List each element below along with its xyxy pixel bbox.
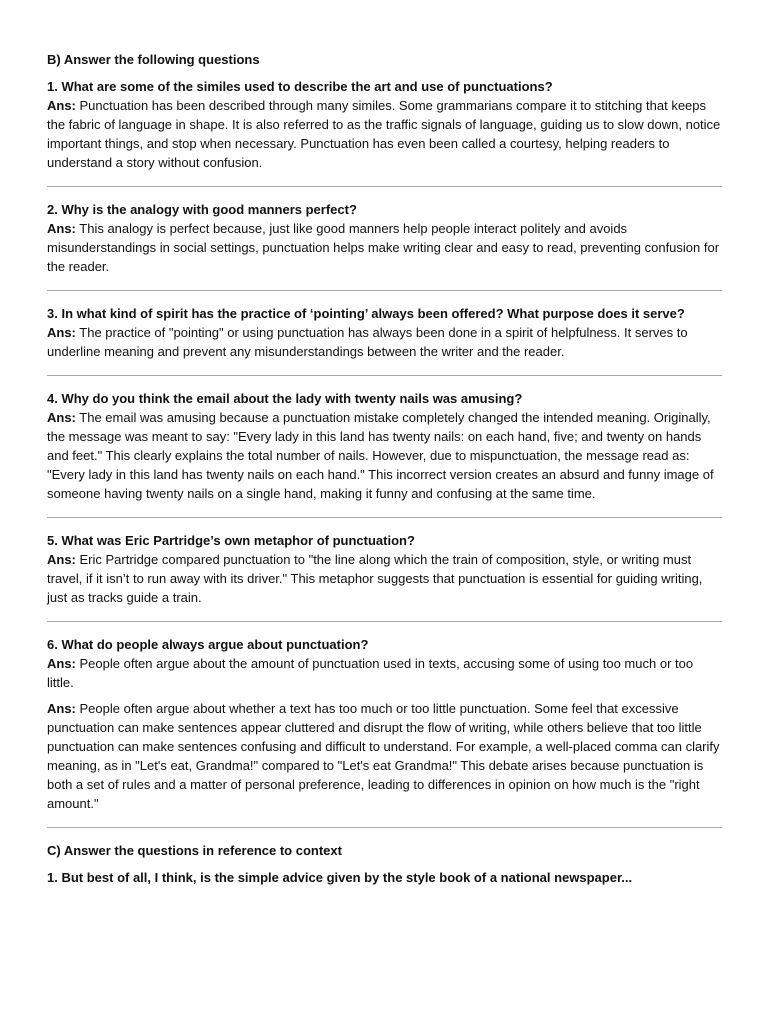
- divider: [47, 290, 722, 291]
- divider: [47, 827, 722, 828]
- question-block-6: [47, 635, 722, 813]
- question-block-5: [47, 531, 722, 607]
- answer-text: The practice of "pointing" or using punctuation has always been done in a spirit of helpfulness. It serves to underline meaning and prevent any misunderstandings between the writer and the reader.: [47, 325, 688, 359]
- answer-label: Ans:: [47, 325, 76, 340]
- divider: [47, 517, 722, 518]
- answer-2: [47, 219, 722, 276]
- divider: [47, 375, 722, 376]
- question-5: 5. What was Eric Partridge’s own metaphor of punctuation?: [47, 533, 415, 548]
- section-c-title: C) Answer the questions in reference to context: [47, 843, 342, 858]
- divider: [47, 621, 722, 622]
- answer-text: Punctuation has been described through many similes. Some grammarians compare it to stitching that keeps the fabric of language in shape. It is also referred to as the traffic signals of language, guiding us to slow down, notice important things, and stop when necessary. Punctuation has even been called a courtesy, helping readers to understand a story without confusion.: [47, 98, 721, 170]
- answer-text: This analogy is perfect because, just like good manners help people interact politely and avoids misunderstandings in social settings, punctuation helps make writing clear and easy to read, preventing confusion for the reader.: [47, 221, 720, 274]
- answer-label: Ans:: [47, 552, 76, 567]
- question-2: 2. Why is the analogy with good manners perfect?: [47, 202, 357, 217]
- answer-text: People often argue about the amount of punctuation used in texts, accusing some of using too much or too little.: [47, 656, 694, 690]
- answer-5: [47, 550, 722, 607]
- question-4: 4. Why do you think the email about the lady with twenty nails was amusing?: [47, 391, 523, 406]
- answer-text: Eric Partridge compared punctuation to "the line along which the train of composition, style, or writing must travel, if it isn’t to run away with its driver." This metaphor suggests that punctuation is essential for guiding writing, just as tracks guide a train.: [47, 552, 703, 605]
- question-block-3: [47, 304, 722, 361]
- answer-6b: [47, 699, 722, 813]
- answer-label: Ans:: [47, 701, 76, 716]
- question-block-1: [47, 77, 722, 172]
- answer-3: [47, 323, 722, 361]
- answer-label: Ans:: [47, 410, 76, 425]
- answer-label: Ans:: [47, 221, 76, 236]
- answer-4: [47, 408, 722, 503]
- context-item-1: 1. But best of all, I think, is the simple advice given by the style book of a national newspaper...: [47, 870, 633, 885]
- divider: [47, 186, 722, 187]
- answer-label: Ans:: [47, 656, 76, 671]
- question-block-4: [47, 389, 722, 503]
- answer-label: Ans:: [47, 98, 76, 113]
- section-b-title: B) Answer the following questions: [47, 52, 260, 67]
- document-page: [47, 50, 722, 887]
- answer-text: People often argue about whether a text has too much or too little punctuation. Some feel that excessive punctuation can make sentences appear cluttered and disrupt the flow of writing, while others believe that too little punctuation can make sentences confusing and difficult to understand. For example, a well-placed comma can clarify meaning, as in "Let's eat, Grandma!" compared to "Let's eat Grandma!" This debate arises because punctuation is both a set of rules and a matter of personal preference, leading to differences in opinion on how much is the "right amount.": [47, 701, 720, 811]
- answer-1: [47, 96, 722, 172]
- question-1: 1. What are some of the similes used to describe the art and use of punctuations?: [47, 79, 553, 94]
- question-6: 6. What do people always argue about punctuation?: [47, 637, 369, 652]
- question-block-2: [47, 200, 722, 276]
- question-3: 3. In what kind of spirit has the practice of ‘pointing’ always been offered? What purpose does it serve?: [47, 306, 685, 321]
- answer-text: The email was amusing because a punctuation mistake completely changed the intended meaning. Originally, the message was meant to say: "Every lady in this land has twenty nails: on each hand, five; and twenty on hands and feet." This clearly explains the total number of nails. However, due to mispunctuation, the message read as: "Every lady in this land has twenty nails on each hand." This incorrect version creates an absurd and funny image of someone having twenty nails on a single hand, making it funny and confusing at the same time.: [47, 410, 714, 501]
- answer-6a: [47, 654, 722, 692]
